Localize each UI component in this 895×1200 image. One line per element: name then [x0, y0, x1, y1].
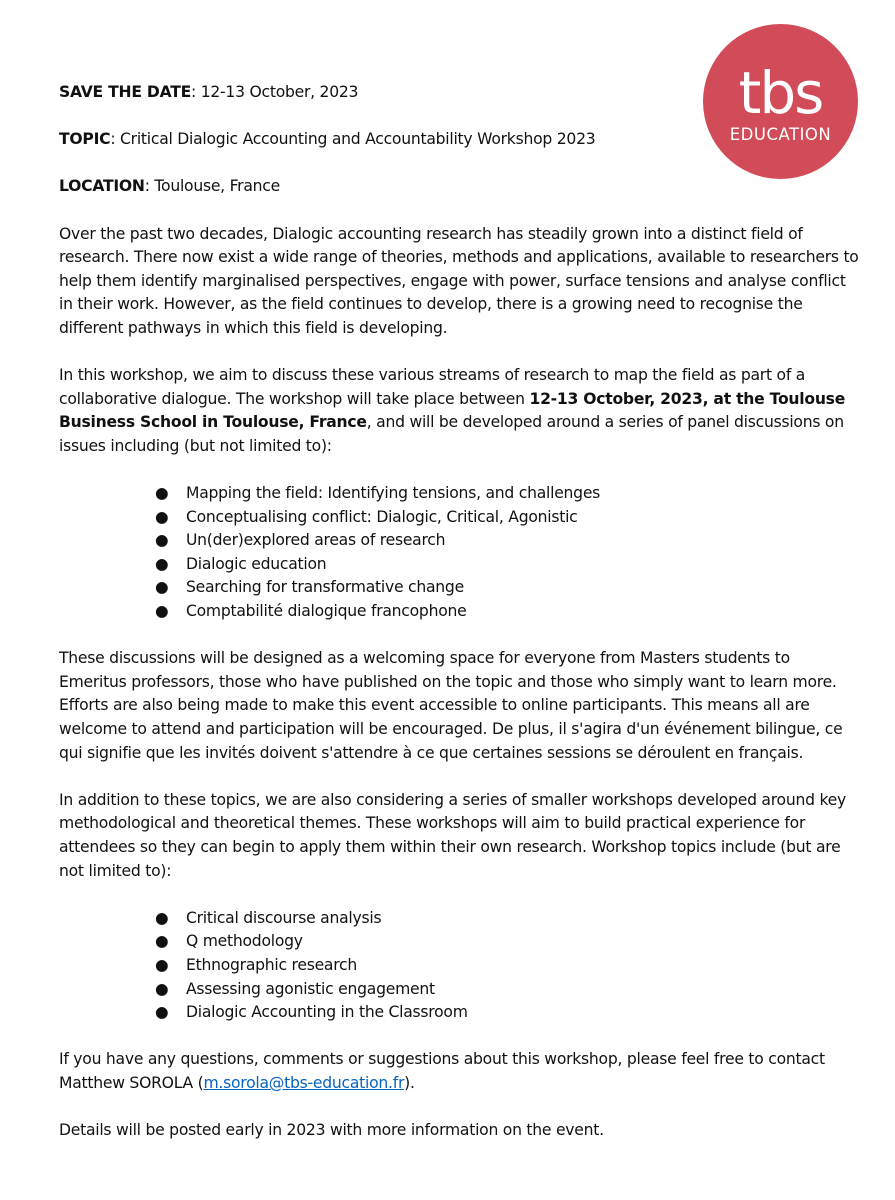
- bullet-icon: ●: [155, 602, 169, 621]
- save-the-date-value: : 12-13 October, 2023: [191, 83, 359, 101]
- location-label: LOCATION: [59, 177, 145, 196]
- list-item: [59, 529, 859, 553]
- logo-mark: tbs: [738, 58, 823, 127]
- location-value: : Toulouse, France: [144, 177, 280, 196]
- bullet-icon: ●: [155, 578, 169, 597]
- bullet-icon: ●: [155, 484, 169, 503]
- bullet-icon: ●: [155, 1003, 169, 1022]
- list-item: [59, 954, 859, 978]
- logo-subtitle: EDUCATION: [729, 124, 832, 144]
- list-item-text: Conceptualising conflict: Dialogic, Critical, Agonistic: [186, 507, 578, 526]
- bullet-icon: ●: [155, 955, 169, 974]
- list-item: [59, 930, 859, 954]
- intro-paragraph: Over the past two decades, Dialogic accounting research has steadily grown into a distinct field of research. There now exist a wide range of theories, methods and applications, available to researchers to help them identify marginalised perspectives, engage with power, surface tensions and analyse conflict in their work. However, as the field continues to develop, there is a growing need to recognise the different pathways in which this field is developing.: [59, 224, 859, 337]
- list-item: [59, 600, 859, 624]
- list-item-text: Dialogic education: [186, 554, 327, 573]
- bullet-icon: ●: [155, 507, 169, 526]
- workshop-topics-list: [59, 907, 859, 1025]
- location-line: [59, 175, 859, 199]
- list-item: [59, 907, 859, 931]
- document-body: [59, 81, 859, 1143]
- list-item-text: Mapping the field: Identifying tensions, and challenges: [186, 484, 601, 503]
- list-item: [59, 506, 859, 530]
- save-the-date-line: [59, 81, 859, 105]
- workshop-paragraph: [59, 364, 859, 458]
- topic-value: : Critical Dialogic Accounting and Accountability Workshop 2023: [110, 130, 596, 149]
- workshop-paragraph-part1: In this workshop, we aim to discuss these various streams of research to map the field as part of a collaborative dialogue. The workshop will take place between: [59, 366, 806, 408]
- contact-text-after: ).: [404, 1073, 415, 1092]
- list-item-text: Dialogic Accounting in the Classroom: [186, 1003, 468, 1022]
- list-item-text: Searching for transformative change: [186, 578, 464, 597]
- list-item: [59, 576, 859, 600]
- list-item-text: Assessing agonistic engagement: [186, 979, 435, 998]
- contact-paragraph: [59, 1048, 859, 1095]
- panel-topics-list: [59, 482, 859, 624]
- bullet-icon: ●: [155, 932, 169, 951]
- list-item-text: Ethnographic research: [186, 955, 357, 974]
- list-item-text: Comptabilité dialogique francophone: [186, 602, 467, 621]
- bullet-icon: ●: [155, 531, 169, 550]
- bullet-icon: ●: [155, 908, 169, 927]
- workshop-paragraph-part2: , and will be developed around a series of panel discussions on issues including (but not limited to):: [59, 413, 844, 455]
- list-item: [59, 1001, 859, 1025]
- contact-email-link[interactable]: m.sorola@tbs-education.fr: [203, 1073, 405, 1092]
- contact-text-before: If you have any questions, comments or suggestions about this workshop, please feel free to contact Matthew SOROLA (: [59, 1050, 825, 1092]
- list-item: [59, 482, 859, 506]
- list-item: [59, 978, 859, 1002]
- list-item-text: Critical discourse analysis: [186, 908, 382, 927]
- topic-line: [59, 128, 859, 152]
- bullet-icon: ●: [155, 554, 169, 573]
- list-item-text: Un(der)explored areas of research: [186, 531, 446, 550]
- save-the-date-label: SAVE THE DATE: [59, 83, 191, 101]
- bullet-icon: ●: [155, 979, 169, 998]
- workshop-paragraph-date-location: 12-13 October, 2023, at the Toulouse Business School in Toulouse, France: [59, 389, 846, 432]
- list-item: [59, 553, 859, 577]
- closing-paragraph: Details will be posted early in 2023 with more information on the event.: [59, 1121, 604, 1140]
- list-item-text: Q methodology: [186, 932, 303, 951]
- smaller-workshops-paragraph: In addition to these topics, we are also considering a series of smaller workshops developed around key methodological and theoretical themes. These workshops will aim to build practical experience for attendees so they can begin to apply them within their own research. Workshop topics include (but are not limited to):: [59, 790, 847, 880]
- topic-label: TOPIC: [59, 130, 111, 149]
- discussion-paragraph: These discussions will be designed as a welcoming space for everyone from Masters students to Emeritus professors, those who have published on the topic and those who simply want to learn more. Efforts are also being made to make this event accessible to online participants. This means all are welcome to attend and participation will be encouraged. De plus, il s'agira d'un événement bilingue, ce qui signifie que les invités doivent s'attendre à ce que certaines sessions se déroulent en français.: [59, 649, 843, 762]
